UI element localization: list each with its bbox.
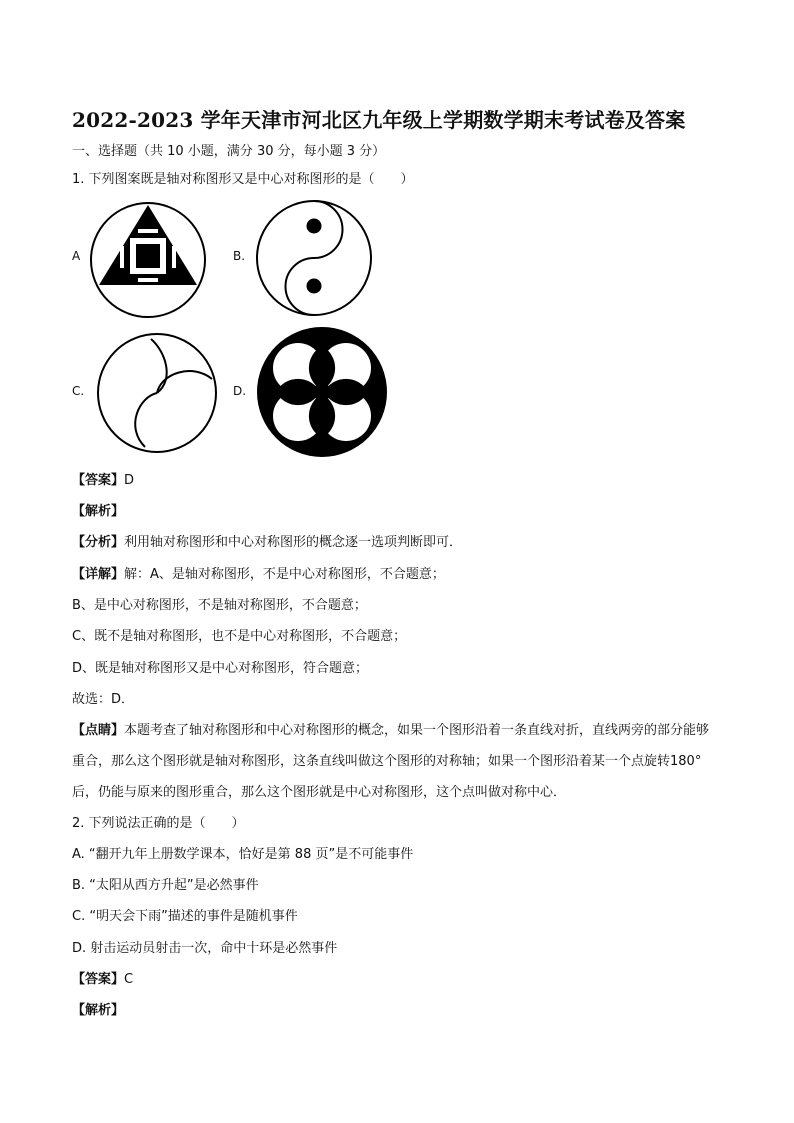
q1-line-c: C、既不是轴对称图形，也不是中心对称图形，不合题意；	[72, 629, 407, 644]
q1-dianjing-tag: 【点睛】	[72, 723, 125, 738]
q2-option-b: B. “太阳从西方升起”是必然事件	[72, 878, 259, 893]
option-b-top-dot	[307, 219, 322, 234]
q2-option-c: C. “明天会下雨”描述的事件是随机事件	[72, 909, 298, 924]
option-d-label: D.	[233, 384, 247, 398]
question-2-stem: 2. 下列说法正确的是（ ）	[72, 816, 245, 831]
option-a-inner-square	[136, 244, 160, 268]
option-c-curve-1	[151, 339, 167, 393]
option-b-figure	[254, 198, 374, 318]
option-b-label: B.	[233, 249, 246, 263]
option-a-bottom-bar	[138, 278, 158, 282]
option-d-figure	[255, 325, 389, 459]
q2-answer-tag: 【答案】	[72, 972, 125, 987]
option-c-label: C.	[72, 384, 85, 398]
q2-option-a: A. “翻开九年上册数学课本，恰好是第 88 页”是不可能事件	[72, 847, 414, 862]
question-1-stem: 1. 下列图案既是轴对称图形又是中心对称图形的是（ ）	[72, 172, 414, 187]
q2-answer-value: C	[124, 972, 134, 987]
option-b-s-curve	[286, 201, 343, 315]
q1-fenxi-tag: 【分析】	[72, 535, 125, 550]
q1-xiangjie-text: 解：A、是轴对称图形，不是中心对称图形，不合题意；	[124, 567, 445, 582]
option-a-label: A	[72, 249, 81, 263]
option-a-right-bar	[172, 246, 176, 268]
q2-answer	[72, 971, 133, 989]
q1-dianjing	[72, 715, 720, 808]
q1-line-d: D、既是轴对称图形又是中心对称图形，符合题意；	[72, 661, 369, 676]
q1-xiangjie-tag: 【详解】	[72, 567, 125, 582]
q2-jiexi: 【解析】	[72, 1003, 125, 1018]
q2-option-d: D. 射击运动员射击一次，命中十环是必然事件	[72, 941, 338, 956]
q1-fenxi-text: 利用轴对称图形和中心对称图形的概念逐一选项判断即可．	[124, 535, 463, 550]
q1-answer-tag: 【答案】	[72, 473, 125, 488]
option-a-figure	[88, 200, 208, 320]
option-c-figure	[95, 331, 219, 455]
q1-choose: 故选：D．	[72, 692, 135, 707]
option-b-bottom-dot	[307, 279, 322, 294]
q1-line-b: B、是中心对称图形，不是轴对称图形，不合题意；	[72, 598, 367, 613]
q1-dianjing-text: 本题考查了轴对称图形和中心对称图形的概念，如果一个图形沿着一条直线对折，直线两旁的部分能够重合，那么这个图形就是轴对称图形，这条直线叫做这个图形的对称轴；如果一个图形沿着某一个点旋转180°后，仍能与原来的图形重合，那么这个图形就是中心对称图形，这个点叫做对称中心．	[72, 723, 710, 800]
q1-answer	[72, 472, 134, 490]
q1-xiangjie	[72, 566, 445, 584]
option-c-curve-3	[135, 393, 157, 447]
q1-answer-value: D	[124, 473, 135, 488]
q1-fenxi	[72, 534, 462, 552]
section-heading: 一、选择题（共 10 小题，满分 30 分，每小题 3 分）	[72, 144, 386, 159]
option-a-top-bar	[138, 229, 158, 233]
option-a-left-bar	[120, 246, 124, 268]
page-title: 2022-2023 学年天津市河北区九年级上学期数学期末考试卷及答案	[72, 108, 686, 132]
q1-jiexi: 【解析】	[72, 504, 125, 519]
